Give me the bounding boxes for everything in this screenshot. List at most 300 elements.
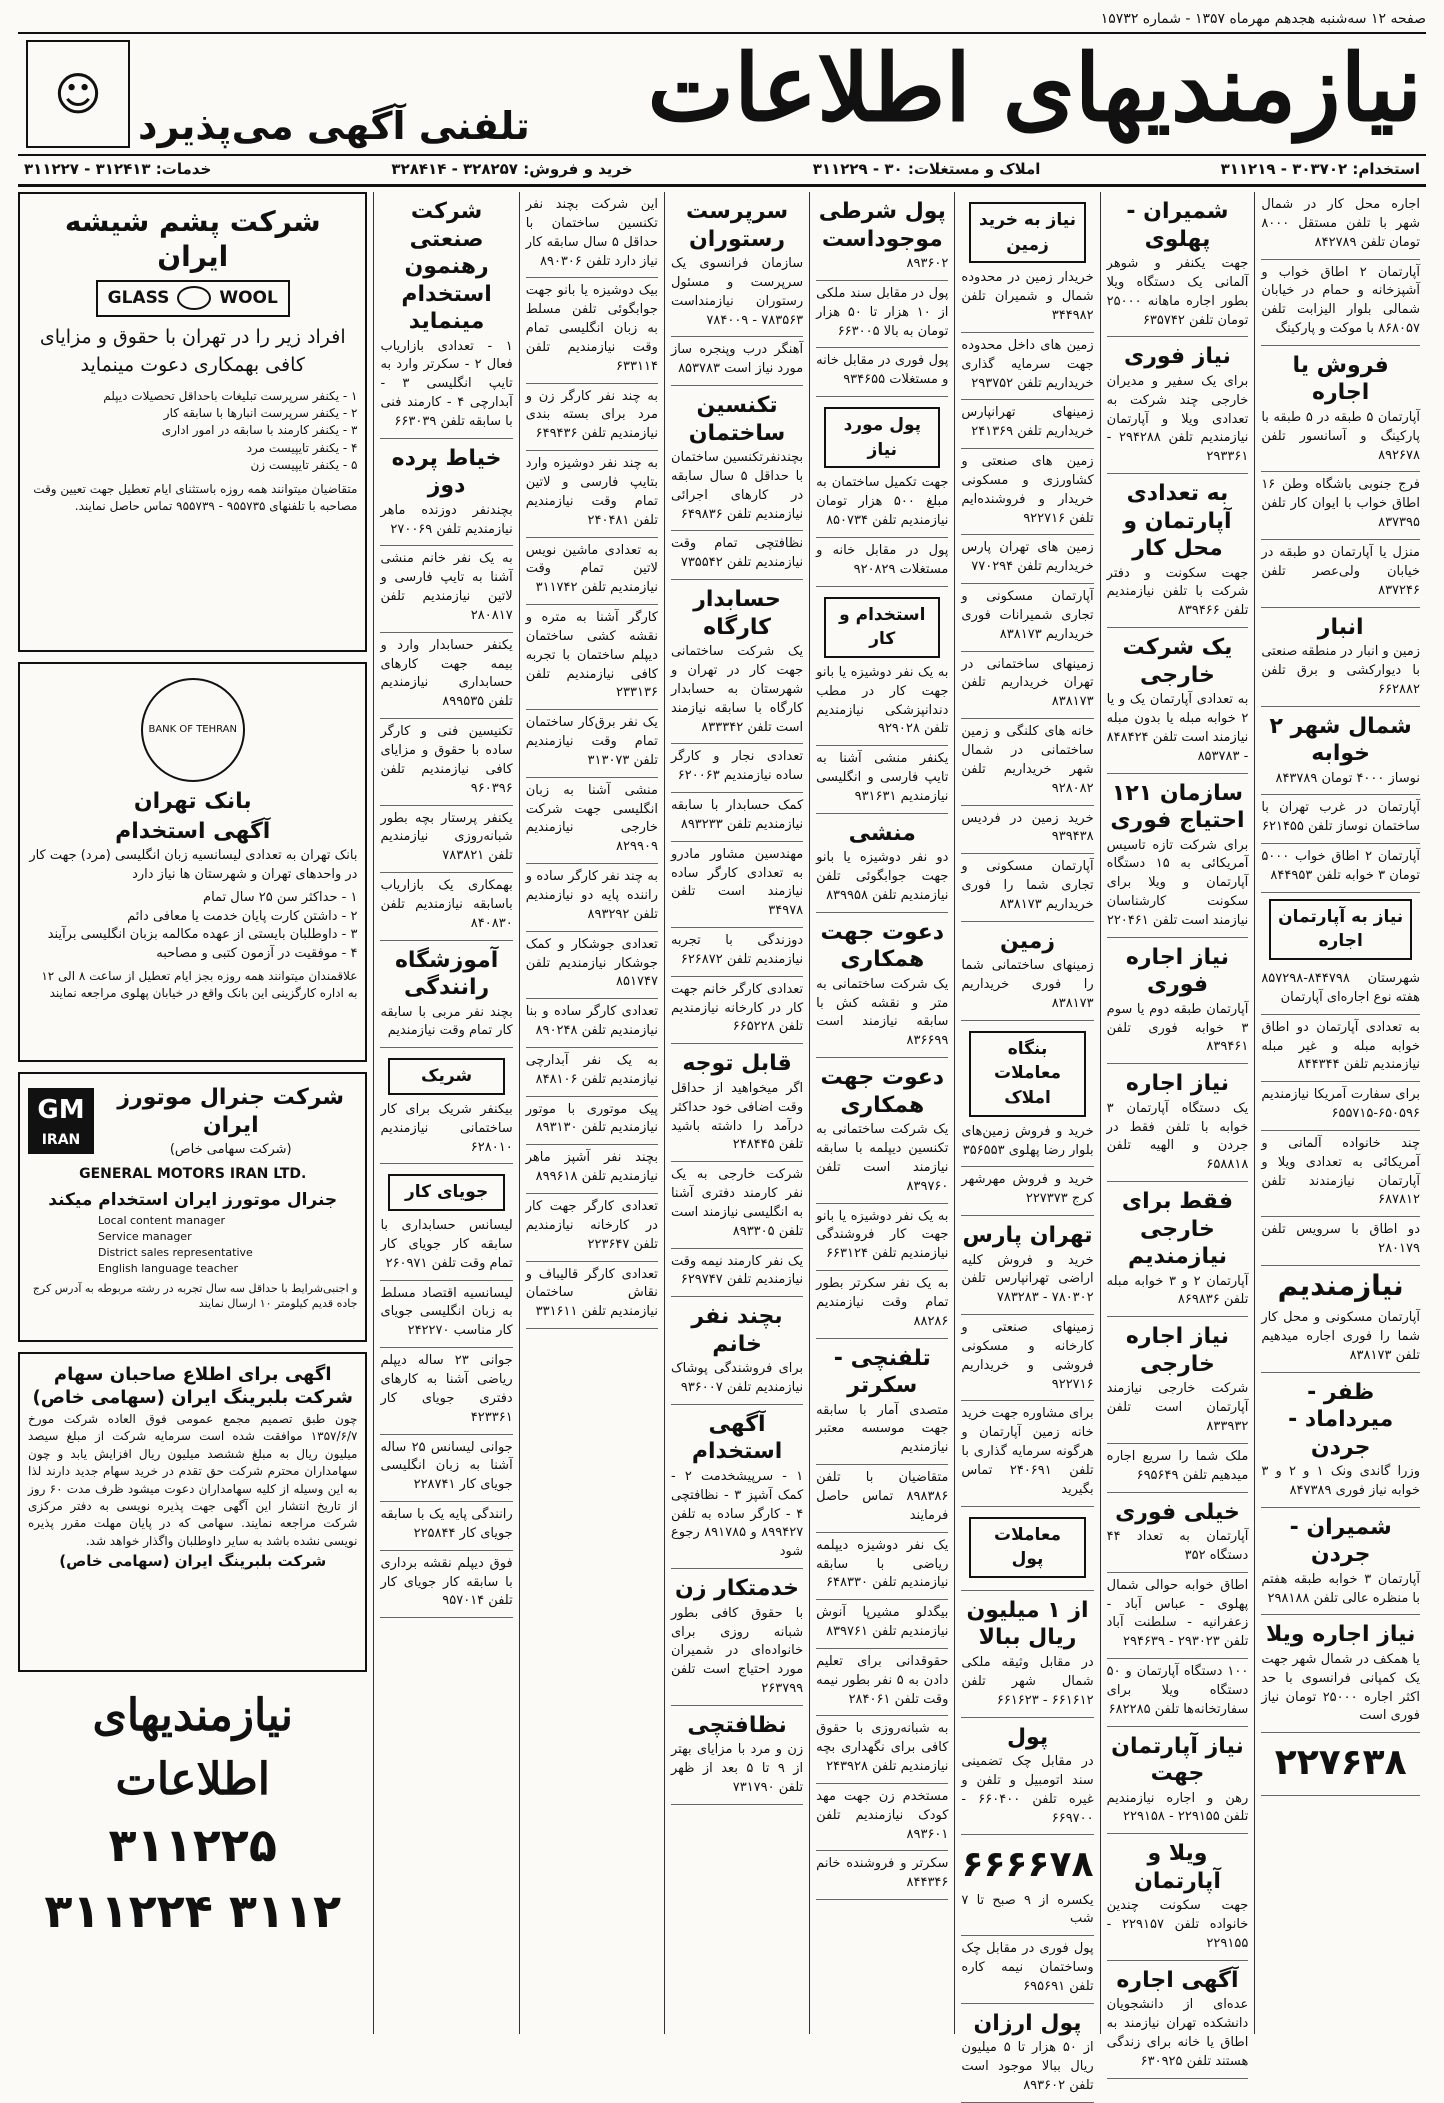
ad-box-heading: پول مورد نیاز (824, 407, 940, 468)
ad-heading: شمیران - پهلوی (1126, 199, 1229, 252)
ad-text: به شبانه‌روزی با حقوق کافی برای نگهداری بچه نیازمندیم تلفن ۲۴۳۹۲۸ (816, 1721, 949, 1775)
classified-ad (816, 1784, 948, 1852)
ad-text: اطاق خوابه حوالی شمال پهلوی - عباس آباد - زعفرانیه - سلطنت آباد تلفن ۲۹۳۰۲۳ - ۲۹۴۶۳۹ (1106, 1577, 1249, 1650)
column-1 (1254, 192, 1426, 2034)
phone-employment: استخدام: ۳۰۳۷۰۲ - ۳۱۱۲۱۹ (1220, 160, 1420, 178)
classified-ad (671, 386, 803, 531)
ad-text: رهن و اجاره نیازمندیم تلفن ۲۲۹۱۵۵ - ۲۲۹۱۵۸ (1106, 1790, 1249, 1825)
glass-list-item: ۱ - یکنفر سرپرست تبلیغات باحداقل تحصیلات دیپلم (103, 388, 358, 403)
classified-ad (526, 192, 658, 278)
gm-logo-text: GM (37, 1094, 85, 1125)
ad-heading: پول شرطی موجوداست (818, 199, 946, 252)
ad-heading: تکنسین ساختمان (688, 393, 786, 446)
classified-ad (671, 1249, 803, 1298)
classified-ad (1261, 192, 1420, 260)
ad-text: ملک شما را سریع اجاره میدهیم تلفن ۶۹۵۶۴۹ (1106, 1448, 1249, 1483)
ad-text: یا همکف در شمال شهر جهت یک کمپانی فرانسوی با حد اکثر اجاره ۲۵۰۰۰ تومان نیاز فوری است (1261, 1651, 1420, 1724)
column-4 (809, 192, 954, 2034)
classified-ad (1107, 1727, 1249, 1835)
ad-text: آپارتمان ۳ خوابه طبقه هفتم با منظره عالی تلفن ۲۹۸۱۸۸ (1261, 1571, 1421, 1606)
classified-ad (961, 806, 1093, 855)
ad-heading: سازمان ۱۲۱ احتیاج فوری (1110, 780, 1245, 833)
ad-big-phone: ۶۶۶۶۷۸ (961, 1844, 1094, 1886)
ad-heading: نیاز اجاره فوری (1125, 944, 1230, 998)
classified-ad (526, 710, 658, 778)
classified-ad (671, 744, 803, 793)
classified-ad (380, 633, 512, 719)
classified-ad (1261, 1217, 1420, 1266)
classified-ad (380, 806, 512, 874)
ad-heading: پول ارزان (973, 2010, 1082, 2036)
classified-ad (1261, 608, 1420, 707)
classified-ad (1107, 1961, 1249, 2079)
classified-ad (961, 1936, 1093, 2004)
ad-text: حقوقدانی برای تعلیم دادن به ۵ نفر بطور نیمه وقت تلفن ۲۸۴۰۶۱ (816, 1653, 949, 1707)
classified-ad (1107, 1493, 1249, 1573)
classified-ad (816, 397, 948, 538)
glass-wool-ad (18, 192, 367, 652)
classified-ad (526, 778, 658, 864)
ad-text: خریدار زمین در محدوده شمال و شمیران تلفن ۳۴۴۹۸۲ (961, 270, 1094, 323)
classified-ad (380, 1281, 512, 1349)
classified-ad (1107, 1573, 1249, 1659)
ad-text: تعدادی کارگر ساده و بنا نیازمندیم تلفن ۸۹۰۲۴۸ (525, 1004, 658, 1039)
newspaper-reader-illustration-icon: ☺ (26, 40, 130, 148)
footer-title: نیازمندیهای اطلاعات (92, 1690, 293, 1805)
classified-ad (380, 439, 512, 547)
ad-heading: سرپرست رستوران (685, 199, 789, 252)
footer-banner (18, 1684, 367, 1945)
classified-ad (671, 793, 803, 842)
masthead (18, 34, 1426, 187)
column-3 (954, 192, 1099, 2093)
ad-heading: آگهی استخدام (691, 1411, 783, 1465)
classified-ad (816, 587, 948, 747)
classified-ad (526, 1194, 658, 1262)
ad-text: به چند نفر کارگر ساده و راننده پایه دو نیازمندیم تلفن ۸۹۳۲۹۲ (525, 869, 658, 922)
ad-text: چند خانواده آلمانی و آمریکائی به تعدادی ویلا و آپارتمان نیازمندند تلفن ۶۸۷۸۱۲ (1261, 1135, 1420, 1208)
bank-requirement: ۱ - حداکثر سن ۲۵ سال تمام (203, 889, 358, 905)
classified-ad (1261, 1615, 1420, 1733)
classified-ad (380, 192, 512, 439)
ad-text: برای شرکت تازه تاسیس آمریکائی به ۱۵ دستگاه آپارتمان و ویلا برای سکونت کارشناسان نیازمند است تلفن ۲۲۰۴۶۱ (1106, 837, 1249, 928)
classified-ad (671, 531, 803, 580)
classified-ad (380, 1502, 512, 1551)
glass-wool-intro: افراد زیر را در تهران با حقوق و مزایای کافی بهمکاری دعوت مینماید (39, 325, 346, 377)
classified-ad (816, 348, 948, 397)
bank-requirement: ۳ - داوطلبان بایستی از عهده مکالمه بزبان انگلیسی برآیند (47, 927, 358, 943)
ad-text: بیک دوشیزه یا بانو جهت جوابگوئی تلفن مسلط به زبان انگلیسی تمام وقت نیازمندیم تلفن ۶۳۳۱۱۴ (525, 283, 658, 374)
ad-heading: نیاز فوری (1124, 344, 1231, 370)
classified-ad (526, 384, 658, 452)
ad-heading: نیاز اجاره ویلا (1265, 1622, 1416, 1648)
ad-text: آپارتمان ۵ طبقه در ۵ طبقه با پارکینگ و آسانسور تلفن ۸۹۲۶۷۸ (1261, 409, 1420, 463)
classified-ad (380, 1348, 512, 1434)
classified-ad (671, 1706, 803, 1805)
ad-box-heading: نیاز به خرید زمین (969, 202, 1085, 263)
logo-text-glass: GLASS (107, 288, 170, 308)
ad-text: خرید و فروش زمین‌های بلوار رضا پهلوی ۳۵۶۵۵۳ (961, 1123, 1094, 1158)
classified-ad (380, 546, 512, 632)
bank-ad-title: آگهی استخدام (115, 818, 271, 844)
column-5 (664, 192, 809, 2034)
ad-text: منزل یا آپارتمان دو طبقه در خیابان ولی‌عصر تلفن ۸۳۷۲۴۶ (1261, 544, 1420, 598)
classified-ad (1261, 1015, 1420, 1083)
ad-text: یک شرکت ساختمانی جهت کار در تهران و شهرستان به حسابدار کارگاه با سابقه نیازمند است تلفن ۸۳۳۳۴۲ (670, 644, 804, 735)
ad-text: سازمان فرانسوی یک سرپرست و مسئول رستوران نیازمنداست ۷۸۳۵۶۳ - ۷۸۴۰۰۹ (670, 256, 804, 328)
ad-box-heading: استخدام و کار (824, 597, 940, 658)
ad-text: پول در مقابل سند ملکی از ۱۰ هزار تا ۵۰ هزار تومان به بالا ۶۶۳۰۰۵ (816, 285, 949, 339)
gm-name-fa: شرکت جنرال موتورز ایران (117, 1085, 345, 1138)
classified-ad (1107, 1317, 1249, 1444)
bearing-title: اگهی برای اطلاع صاحبان سهام شرکت بلبرینگ ایران (سهامی خاص) (32, 1364, 353, 1408)
ad-heading: نظافتچی (687, 1712, 787, 1738)
classified-ad (961, 652, 1093, 720)
ad-text: آپارتمان ۲ و ۳ خوابه مبله تلفن ۸۶۹۸۳۶ (1106, 1273, 1249, 1308)
ad-text: نظافتچی تمام وقت نیازمندیم تلفن ۷۳۵۵۴۲ (670, 536, 804, 571)
masthead-title: نیازمندیهای اطلاعات (647, 34, 1422, 142)
classified-ad (961, 719, 1093, 805)
ad-text: به یک نفر سکرتر بطور تمام وقت نیازمندیم ۸۸۲۸۶ (816, 1276, 949, 1329)
ad-text: ۱۰۰ دستگاه آپارتمان و ۵۰ دستگاه ویلا برای سفارتخانه‌ها تلفن ۶۸۲۲۸۵ (1106, 1664, 1249, 1717)
classified-ad (961, 333, 1093, 401)
classified-ad (671, 337, 803, 386)
classified-ad (816, 1716, 948, 1784)
ad-heading: خدمتکار زن (675, 1576, 800, 1602)
ad-text: با حقوق کافی بطور شبانه روزی برای خانواده‌ای در شمیران مورد احتیاج است تلفن ۲۶۳۷۹۹ (670, 1605, 804, 1697)
ad-text: کمک حسابدار با سابقه نیازمندیم تلفن ۸۹۳۲۳۳ (670, 798, 804, 832)
classified-ad (671, 580, 803, 744)
classified-ad (816, 814, 948, 913)
ad-text: بچندنفر دوزنده ماهر نیازمندیم تلفن ۲۷۰۰۶۹ (380, 502, 513, 537)
classified-ad (526, 1048, 658, 1097)
bank-name: بانک تهران (133, 789, 252, 814)
classified-ad (380, 941, 512, 1049)
ad-text: جوانی ۲۳ ساله دیپلم ریاضی آشنا به کارهای دفتری جویای کار ۴۲۳۳۶۱ (380, 1353, 513, 1425)
masthead-subtitle: تلفنی آگهی می‌پذیرد (138, 104, 530, 148)
ad-text: برای مشاوره جهت خرید خانه زمین آپارتمان و هرگونه سرمایه گذاری با تلفن ۲۴۰۶۹۱ تماس بگیرید (961, 1406, 1094, 1497)
ad-heading: یک شرکت خارجی (1122, 635, 1233, 688)
ad-heading: شمیران - جردن (1289, 1514, 1392, 1568)
ad-text: پیک موتوری با موتور نیازمندیم تلفن ۸۹۳۱۳۰ (525, 1101, 658, 1136)
ad-text: آپارتمان مسکونی و تجاری شمیرانات فوری خریداریم ۸۳۸۱۷۳ (961, 589, 1094, 642)
ad-text: ۸۹۳۶۰۲ (906, 256, 949, 271)
glass-wool-title: شرکت پشم شیشه ایران (64, 205, 321, 273)
ad-heading: خیاط پرده دوز (391, 445, 502, 499)
bearing-company-notice (18, 1352, 367, 1672)
gm-roles-list (28, 1213, 357, 1277)
ad-text: زمینهای تهرانپارس خریداریم تلفن ۲۴۱۳۶۹ (961, 405, 1094, 440)
classifieds-columns (18, 192, 1426, 2093)
bank-requirement: ۲ - داشتن کارت پایان خدمت یا معافی دائم (127, 908, 358, 924)
classified-ad (816, 538, 948, 587)
classified-ad (1261, 1131, 1420, 1217)
ad-text: آپارتمان ۲ اطاق خواب ۵۰۰۰ تومان ۳ خوابه تلفن ۸۴۴۹۵۳ (1261, 849, 1420, 883)
ad-text: خرید و فروش مهرشهر کرج ۲۲۷۳۷۳ (961, 1172, 1094, 1207)
ad-heading: منشی (848, 820, 916, 846)
ad-heading: نیاز آپارتمان جهت (1111, 1733, 1244, 1787)
glass-list-item: ۲ - یکنفر سرپرست انبارها با سابقه کار (163, 406, 358, 421)
ad-text: جهت تکمیل ساختمان به مبلغ ۵۰۰ هزار تومان نیازمندیم تلفن ۸۵۰۷۳۴ (816, 475, 949, 529)
classified-ad (1261, 540, 1420, 608)
ad-text: یک نفر برق‌کار ساختمان تمام وقت نیازمندیم تلفن ۳۱۳۰۷۳ (525, 715, 658, 768)
ad-text: آپارتمان طبقه دوم یا سوم ۳ خوابه فوری تلفن ۸۳۹۴۶۱ (1106, 1001, 1249, 1055)
ad-text: شهرستان ۸۴۴۷۹۸-۸۵۷۲۹۸ هفته نوع اجاره‌ای آپارتمان (1261, 971, 1420, 1005)
glass-wool-logo (96, 280, 290, 317)
classified-ad (1107, 1834, 1249, 1961)
classified-ad (671, 1297, 803, 1405)
classified-ad (816, 1204, 948, 1272)
ad-text: منشی آشنا به زبان انگلیسی جهت شرکت خارجی نیازمندیم ۸۲۹۹۰۹ (525, 782, 658, 855)
classified-ad (1107, 938, 1249, 1065)
classified-ad (961, 192, 1093, 333)
glass-wool-outro: متقاضیان میتوانند همه روزه باستثنای ایام تعطیل جهت تعیین وقت مصاحبه با تلفنهای ۹۵۵۷۳۵ - ۹۵۵۷۳۹ تماس حاصل نمایند. (33, 481, 358, 513)
classified-ad (961, 2004, 1093, 2103)
ad-text: خانه های کلنگی و زمین ساختمانی در شمال شهر خریداریم تلفن ۹۲۸۰۸۲ (961, 724, 1094, 796)
ad-text: بهمکاری یک بازاریاب باسابقه نیازمندیم تلفن ۸۴۰۸۳۰ (380, 878, 513, 931)
phone-real-estate: املاک و مستغلات: ۳۰ - ۳۱۱۲۲۹ (812, 160, 1041, 178)
ad-text: این شرکت بچند نفر تکنسین ساختمان با حداقل ۵ سال سابقه کار نیاز دارد تلفن ۸۹۰۳۰۶ (525, 197, 658, 269)
classified-ad (671, 1162, 803, 1248)
ad-text: به یک نفر خانم منشی آشنا به تایپ فارسی و لاتین نیازمندیم تلفن ۲۸۰۸۱۷ (380, 551, 513, 623)
classified-ad (816, 1600, 948, 1649)
ad-text: به تعدادی آپارتمان یک و یا ۲ خوابه مبله یا بدون مبله نیازمند است تلفن ۸۴۸۴۲۴ - ۸۵۳۷۸۳ (1106, 692, 1249, 764)
ad-text: لیسانس حسابداری با سابقه کار جویای کار تمام وقت تلفن ۲۶۰۹۷۱ (380, 1218, 513, 1271)
classified-ad (816, 281, 948, 349)
classified-ad (961, 1021, 1093, 1168)
classified-ad (961, 1507, 1093, 1591)
ad-text: جوانی لیسانس ۲۵ ساله آشنا به زبان انگلیسی جویای کار ۲۲۸۷۴۱ (380, 1439, 513, 1493)
ad-text: متقاضیان با تلفن ۸۹۸۳۸۶ تماس حاصل فرمایند (816, 1470, 949, 1523)
ad-text: به چند نفر دوشیزه وارد بتایپ فارسی و لاتین تمام وقت نیازمندیم تلفن ۲۴۰۴۸۱ (525, 456, 658, 528)
gm-logo-country: IRAN (41, 1131, 81, 1148)
classified-ad (526, 605, 658, 710)
column-2 (1100, 192, 1255, 2069)
ad-text: پول در مقابل خانه و مستغلات ۹۲۰۸۲۹ (816, 542, 949, 577)
classified-ad (526, 538, 658, 606)
classified-ad (526, 1097, 658, 1146)
ad-heading: دعوت جهت همکاری (820, 919, 945, 973)
gm-name-sub: (شرکت سهامی خاص) (169, 1142, 292, 1157)
ad-heading: از ۱ میلیون ریال ببالا (966, 1597, 1089, 1651)
classified-ad (1261, 1508, 1420, 1616)
classified-ad (1261, 707, 1420, 796)
classified-ad (1261, 966, 1420, 1015)
classified-ad (526, 932, 658, 1000)
ad-text: یک شرکت ساختمانی به تکنسین دیپلمه با سابقه نیازمند است تلفن ۸۳۹۷۶۰ (816, 1122, 949, 1194)
classified-ad (1261, 1373, 1420, 1508)
ad-text: آپارتمان مسکونی و تجاری شما را فوری خریداریم ۸۳۸۱۷۳ (961, 859, 1094, 912)
classified-ad (380, 1048, 512, 1164)
classified-ad (961, 1591, 1093, 1718)
logo-emblem-icon (177, 286, 211, 310)
gm-logo-icon (28, 1088, 94, 1154)
page-header-line (18, 6, 1426, 34)
classified-ad (1107, 192, 1249, 337)
ad-heading: حسابدار کارگاه (693, 587, 781, 640)
ad-text: برای فروشندگی پوشاک نیازمندیم تلفن ۹۳۶۰۰۷ (670, 1361, 804, 1396)
ad-heading: فقط برای خارجی نیازمندیم (1121, 1189, 1234, 1270)
ad-text: یکنفر منشی آشنا به تایپ فارسی و انگلیسی نیازمندیم ۹۳۱۶۳۱ (816, 751, 949, 804)
ad-heading: تلفنچی - سکرتر (833, 1345, 931, 1399)
bearing-footer: شرکت بلبرینگ ایران (سهامی خاص) (59, 1552, 327, 1571)
glass-list-item: ۵ - یکنفر تایپیست زن (250, 458, 358, 473)
logo-text-wool: WOOL (219, 288, 278, 308)
ad-text: فوق دیپلم نقشه برداری با سابقه کار جویای کار تلفن ۹۵۷۰۱۴ (380, 1555, 513, 1609)
bank-ad-intro: بانک تهران به تعدادی لیسانسیه زبان انگلیسی (مرد) جهت کار در واحدهای تهران و شهرستان ها نیاز دارد (29, 848, 358, 882)
classified-ad (526, 1145, 658, 1194)
ad-box-heading: بنگاه معاملات املاک (969, 1031, 1085, 1117)
ad-text: سکرتر و فروشنده خانم ۸۴۴۳۴۶ (816, 1856, 949, 1891)
ad-text: زمین های صنعتی و کشاورزی و مسکونی خریدار و فروشنده‌ایم تلفن ۹۲۲۷۱۶ (961, 454, 1094, 526)
ad-text: به تعدادی ماشین نویس لاتین تمام وقت نیازمندیم تلفن ۳۱۱۷۴۲ (525, 542, 658, 596)
classified-ad (1261, 472, 1420, 540)
ad-text: به تعدادی آپارتمان دو اطاق خوابه مبله و غیر مبله نیازمندیم تلفن ۸۴۴۳۴۴ (1261, 1019, 1420, 1073)
classified-ad (816, 1649, 948, 1717)
gm-role: English language teacher (98, 1261, 239, 1275)
ad-text: جهت سکونت چندین خانواده تلفن ۲۲۹۱۵۷ - ۲۲۹۱۵۵ (1106, 1898, 1249, 1951)
ad-text: یک دستگاه آپارتمان ۳ خوابه با تلفن فقط در جردن و الهیه تلفن ۶۵۸۸۱۸ (1106, 1100, 1249, 1173)
ad-text: پول فوری در مقابل خانه و مستغلات ۹۳۴۶۵۵ (816, 353, 949, 388)
ad-text: در مقابل وثیقه ملکی شمال شهر تلفن ۶۶۱۶۱۲ - ۶۶۱۶۲۳ (961, 1654, 1094, 1708)
classified-ad (816, 1271, 948, 1339)
ad-text: به یک نفر دوشیزه یا بانو جهت کار در مطب دندانپزشکی نیازمندیم تلفن ۹۲۹۰۲۸ (816, 664, 949, 737)
ad-box-heading: معاملات پول (969, 1517, 1085, 1578)
ad-text: دو نفر دوشیزه یا بانو جهت جوابگوئی تلفن نیازمندیم تلفن ۸۳۹۹۵۸ (816, 850, 949, 903)
classified-ad (1107, 774, 1249, 938)
ad-text: زمین و انبار در منطقه صنعتی با دیوارکشی و برق تلفن ۶۶۲۸۸۲ (1261, 644, 1420, 697)
ad-heading: شرکت صنعتی رهنمون استخدام مینماید (401, 199, 492, 334)
ad-heading: نیاز اجاره (1125, 1071, 1230, 1097)
ad-text: بیگدلو مشیرپا آنوش نیازمندیم تلفن ۸۳۹۷۶۱ (816, 1605, 949, 1640)
classified-ad (671, 977, 803, 1045)
bank-ad-outro: علاقمندان میتوانند همه روزه بجز ایام تعطیل از ساعت ۸ الی ۱۲ به اداره کارگزینی این بانک واقع در خیابان پهلوی مراجعه نمایند (41, 969, 358, 1001)
ad-text: تعدادی کارگر خانم جهت کار در کارخانه نیازمندیم تلفن ۶۶۵۲۲۸ (670, 981, 804, 1035)
ad-text: ۱ - سرپیشخدمت ۲ - کمک آشپز ۳ - نظافتچی ۴ - کارگر ساده به تلفن ۸۹۹۴۲۷ و ۸۹۱۷۸۵ رجوع شود (670, 1468, 804, 1560)
ad-text: بچندنفرتکنسین ساختمان با حداقل ۵ سال سابقه در کارهای اجرائی نیازمندیم تلفن ۶۴۹۸۳۶ (670, 450, 804, 522)
classified-ad (961, 535, 1093, 584)
ad-text: آپارتمان مسکونی و محل کار شما را فوری اجاره میدهیم تلفن ۸۳۸۱۷۳ (1261, 1310, 1420, 1363)
ad-text: لیسانسیه اقتصاد مسلط به زبان انگلیسی جویای کار مناسب ۲۴۲۲۷۰ (380, 1285, 513, 1339)
department-phones (18, 154, 1426, 182)
ad-heading: به تعدادی آپارتمان و محل کار (1123, 481, 1232, 562)
phone-buy-sell: خرید و فروش: ۳۲۸۲۵۷ - ۳۲۸۴۱۴ (391, 160, 633, 178)
classified-ad (961, 449, 1093, 535)
classified-ad (526, 864, 658, 932)
classified-ad (1107, 628, 1249, 773)
ad-text: یکنفر پرستار بچه بطور شبانه‌روزی نیازمندیم تلفن ۷۸۳۸۲۱ (380, 810, 513, 864)
ad-text: زن و مرد با مزایای بهتر از ۹ تا ۵ بعد از ظهر تلفن ۷۳۱۷۹۰ (670, 1742, 804, 1796)
gm-role: District sales representative (98, 1245, 253, 1259)
footer-phones: ۳۱۱۲۲۵ ۳۱۱۲۲۴ ۳۱۱۲ (44, 1817, 342, 1939)
ad-text: اجاره محل کار در شمال شهر با تلفن مستقل ۸۰۰۰ تومان تلفن ۸۴۲۷۸۹ (1261, 197, 1420, 250)
classified-ad (671, 842, 803, 928)
classified-ad (961, 1216, 1093, 1315)
classified-ad (816, 746, 948, 814)
ad-text: به یک نفر آبدارچی نیازمندیم تلفن ۸۴۸۱۰۶ (525, 1052, 658, 1087)
classified-ad (1261, 1082, 1420, 1131)
classified-ad (380, 1551, 512, 1619)
ad-text: جهت سکونت و دفتر شرکت با تلفن نیازمندیم تلفن ۸۳۹۴۶۶ (1106, 565, 1249, 619)
classified-ad (961, 1718, 1093, 1836)
ad-text: از ۵۰ هزار تا ۵ میلیون ریال ببالا موجود است تلفن ۸۹۳۶۰۲ (961, 2040, 1094, 2093)
ad-text: تکنیسین فنی و کارگر ساده با حقوق و مزایای کافی نیازمندیم تلفن ۹۶۰۳۹۶ (380, 724, 513, 796)
ad-text: کارگر آشنا به متره و نقشه کشی ساختمان دیپلم ساختمان با تجربه کافی نیازمندیم تلفن ۲۳۳۱۳۶ (525, 610, 658, 701)
ad-text: بچند نفر آشپز ماهر نیازمندیم تلفن ۸۹۹۶۱۸ (525, 1150, 658, 1185)
classified-ad (526, 1262, 658, 1330)
classified-ad (526, 451, 658, 537)
classified-ad (816, 913, 948, 1058)
ad-text: شرکت خارجی نیازمند آپارتمان است تلفن ۸۳۳۹۳۲ (1106, 1381, 1249, 1434)
ad-text: جهت یکنفر و شوهر آلمانی یک دستگاه ویلا بطور اجاره ماهانه ۲۵۰۰۰ تومان تلفن ۶۳۵۷۴۲ (1106, 256, 1249, 328)
ad-text: نوساز ۴۰۰۰ تومان ۸۴۳۷۸۹ (1275, 770, 1420, 786)
column-display-ads (18, 192, 373, 2034)
classified-ad (1107, 1182, 1249, 1317)
ad-text: به چند نفر کارگر زن و مرد برای بسته بندی نیازمندیم تلفن ۶۴۹۴۳۶ (525, 388, 658, 442)
classified-ad (1261, 346, 1420, 473)
ad-text: آهنگر درب وپنجره ساز مورد نیاز است ۸۵۳۷۸۳ (670, 342, 804, 377)
ad-text: تعدادی کارگر جهت کار در کارخانه نیازمندیم تلفن ۲۲۳۶۴۷ (525, 1198, 658, 1252)
classified-ad (1261, 1305, 1420, 1373)
classified-ad (1107, 1064, 1249, 1182)
ad-heading: فروش یا اجاره (1292, 352, 1389, 406)
classified-ad (961, 1167, 1093, 1216)
classified-ad (671, 1044, 803, 1162)
ad-heading: بچند نفر خانم (691, 1304, 783, 1357)
ad-text: فرج جنوبی باشگاه وطن ۱۶ اطاق خواب با ایوان کار تلفن ۸۳۷۳۹۵ (1261, 477, 1420, 531)
classified-ad (816, 1465, 948, 1533)
ad-text: مهندسین مشاور مادرو به تعدادی کارگر ساده نیازمند است تلفن ۳۴۹۷۸ (670, 846, 804, 919)
ad-text: تعدادی کارگر قالیباف و نقاش ساختمان نیازمندیم تلفن ۳۳۱۶۱۱ (525, 1266, 658, 1320)
ad-text: وزرا گاندی ونک ۱ و ۲ و ۳ خوابه نیاز فوری ۸۴۷۳۸۹ (1261, 1464, 1420, 1498)
ad-text: آپارتمان در غرب تهران با ساختمان نوساز تلفن ۶۲۱۴۵۵ (1261, 800, 1420, 835)
ad-heading: خیلی فوری (1115, 1499, 1240, 1525)
bank-requirements (28, 889, 357, 964)
issue-info: صفحه ۱۲ سه‌شنبه هجدهم مهرماه ۱۳۵۷ - شماره ۱۵۷۳۲ (1100, 11, 1426, 27)
classified-ad (961, 854, 1093, 922)
classified-ad (961, 922, 1093, 1021)
ad-text: دو اطاق با سرویس تلفن ۲۸۰۱۷۹ (1261, 1222, 1420, 1257)
ad-heading: آگهی اجاره (1116, 1967, 1239, 1993)
ad-text: رانندگی پایه یک با سابقه جویای کار ۲۲۵۸۴۴ (380, 1507, 513, 1541)
column-heading: نیازمندیم (1277, 1269, 1404, 1302)
general-motors-ad (18, 1072, 367, 1342)
ad-text: آپارتمان ۲ اطاق خواب و آشپزخانه و حمام در خیابان شمالی بلوار الیزابت تلفن ۸۶۸۰۵۷ با موکت و پارکینگ (1261, 264, 1420, 337)
classified-ad (1107, 1444, 1249, 1493)
classified-ad (380, 1164, 512, 1280)
classified-ad (526, 278, 658, 383)
gm-outro: و اجنبی‌شرایط با حداقل سه سال تجربه در رشته مربوطه به آدرس کرج جاده قدیم کیلومتر ۱۰ ارسال نمایند (32, 1281, 358, 1311)
ad-heading: ویلا و آپارتمان (1134, 1841, 1221, 1894)
classified-ad (526, 999, 658, 1048)
classified-ad (816, 1533, 948, 1601)
ad-heading: نیاز اجاره خارجی (1125, 1324, 1230, 1377)
ad-text: بچند نفر مربی با سابقه کار تمام وقت نیازمندیم (380, 1004, 513, 1039)
ad-heading: شمال شهر ۲ خوابه (1269, 713, 1412, 767)
classified-ad (1107, 474, 1249, 628)
ad-heading: دعوت جهت همکاری (820, 1065, 945, 1118)
classified-ad (1107, 1659, 1249, 1727)
bank-tehran-seal-icon (141, 678, 245, 782)
ad-text: عده‌ای از دانشجویان دانشکده تهران نیازمند به اطاق یا خانه برای زندگی هستند تلفن ۶۳۰۹۲۵ (1106, 1997, 1249, 2069)
ad-text: زمینهای ساختمانی در تهران خریداریم تلفن ۸۳۸۱۷۳ (961, 656, 1094, 710)
ad-text: بیکنفر شریک برای کار ساختمانی نیازمندیم ۶۲۸۰۱۰ (380, 1101, 513, 1155)
ad-text: یکنفر حسابدار وارد و بیمه جهت کارهای حسابداری نیازمندیم تلفن ۸۹۹۵۳۵ (380, 637, 513, 710)
classified-ad (380, 1435, 512, 1503)
ad-text: شرکت خارجی به یک نفر کارمند دفتری آشنا به انگلیسی نیازمند است تلفن ۸۹۳۳۰۵ (670, 1167, 804, 1239)
bank-requirement: ۴ - موفقیت در آزمون کتبی و مصاحبه (156, 946, 358, 962)
ad-text: در مقابل چک تضمینی سند اتومبیل و تلفن و غیره تلفن ۶۶۰۴۰۰ - ۶۶۹۷۰۰ (961, 1754, 1094, 1826)
